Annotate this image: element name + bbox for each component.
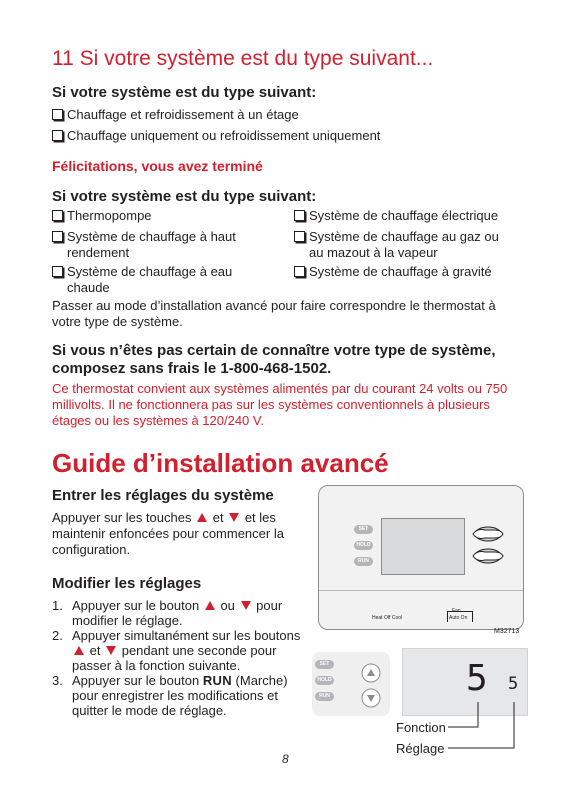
option-gas-oil-steam[interactable]: Système de chauffage au gaz ou au mazout à la vapeur bbox=[294, 229, 524, 261]
step-3: 3. Appuyer sur le bouton RUN (Marche) pour enregistrer les modifications et quitter le mode de réglage. bbox=[52, 673, 288, 718]
arrow-up-icon bbox=[205, 601, 215, 610]
hold-button[interactable]: HOLD bbox=[315, 676, 334, 685]
set-button[interactable]: SET bbox=[315, 660, 334, 669]
checkbox-icon[interactable] bbox=[294, 266, 305, 277]
option-electric[interactable]: Système de chauffage électrique bbox=[294, 208, 524, 224]
step-title: 11 Si votre système est du type suivant... bbox=[52, 47, 434, 70]
enter-heading: Entrer les réglages du système bbox=[52, 487, 274, 504]
enter-text: Appuyer sur les touches et et les maintenir enfoncées pour commencer la configuration. bbox=[52, 510, 284, 557]
section1-heading: Si votre système est du type suivant: bbox=[52, 84, 317, 101]
section2-heading: Si votre système est du type suivant: bbox=[52, 188, 317, 205]
setting-digit: 5 bbox=[508, 674, 519, 694]
hold-button[interactable]: HOLD bbox=[354, 541, 373, 550]
fan-switch-bracket bbox=[447, 611, 473, 622]
modify-heading: Modifier les réglages bbox=[52, 575, 202, 592]
setting-label: Réglage bbox=[396, 741, 445, 756]
fan-label: Fan bbox=[452, 608, 461, 614]
model-code: M32713 bbox=[494, 628, 520, 635]
up-down-buttons[interactable] bbox=[360, 662, 382, 710]
function-label: Fonction bbox=[396, 720, 446, 735]
option-single-stage[interactable]: Chauffage et refroidissement à un étage bbox=[52, 107, 299, 123]
option-hot-water[interactable]: Système de chauffage à eau chaude bbox=[52, 264, 277, 296]
checkbox-icon[interactable] bbox=[52, 210, 63, 221]
arrow-up-icon bbox=[197, 513, 207, 522]
checkbox-icon[interactable] bbox=[52, 231, 63, 242]
option-heat-pump[interactable]: Thermopompe bbox=[52, 208, 277, 224]
checkbox-icon[interactable] bbox=[52, 109, 63, 120]
uncertain-line1: Si vous n’êtes pas certain de connaître votre type de système, bbox=[52, 342, 496, 359]
fan-options-label: Auto On bbox=[449, 615, 468, 621]
page-number: 8 bbox=[282, 752, 289, 766]
thermostat-illustration bbox=[318, 485, 524, 630]
uncertain-line2: composez sans frais le 1-800-468-1502. bbox=[52, 360, 332, 377]
uncertain-heading bbox=[52, 342, 532, 378]
guide-title: Guide d’installation avancé bbox=[52, 448, 389, 478]
steps-list bbox=[52, 598, 314, 718]
checkbox-icon[interactable] bbox=[52, 130, 63, 141]
arrow-down-icon bbox=[229, 513, 239, 522]
set-button[interactable]: SET bbox=[354, 525, 373, 534]
system-switch-label: Heat Off Cool bbox=[372, 615, 403, 621]
function-digit: 5 bbox=[466, 658, 488, 699]
congrats-text: Félicitations, vous avez terminé bbox=[52, 158, 263, 174]
option-high-efficiency[interactable]: Système de chauffage à haut rendement bbox=[52, 229, 277, 261]
thermostat-screen bbox=[381, 518, 465, 575]
button-panel bbox=[312, 652, 390, 716]
option-gravity[interactable]: Système de chauffage à gravité bbox=[294, 264, 524, 280]
checkbox-icon[interactable] bbox=[294, 210, 305, 221]
option-heat-or-cool-only[interactable]: Chauffage uniquement ou refroidissement uniquement bbox=[52, 128, 380, 144]
step-1: 1. Appuyer sur le bouton ou pour modifier le réglage. bbox=[52, 598, 283, 628]
checkbox-icon[interactable] bbox=[52, 266, 63, 277]
advanced-mode-note: Passer au mode d’installation avancé pour faire correspondre le thermostat à votre type de système. bbox=[52, 298, 496, 329]
step-2: 2. Appuyer simultanément sur les boutons et pendant une seconde pour passer à la fonction suivante. bbox=[52, 628, 301, 673]
hand-press-icon bbox=[469, 524, 507, 568]
run-button[interactable]: RUN bbox=[315, 692, 334, 701]
checkbox-icon[interactable] bbox=[294, 231, 305, 242]
callout-lines bbox=[440, 700, 520, 752]
divider bbox=[319, 590, 523, 591]
run-button[interactable]: RUN bbox=[354, 557, 373, 566]
arrow-up-icon bbox=[74, 646, 84, 655]
arrow-down-icon bbox=[241, 601, 251, 610]
voltage-warning: Ce thermostat convient aux systèmes alimentés par du courant 24 volts ou 750 millivolts. Il ne fonctionnera pas sur les systèmes conventionnels à plusieurs étages ou les systèmes à 120/240 V. bbox=[52, 381, 508, 428]
arrow-down-icon bbox=[106, 646, 116, 655]
